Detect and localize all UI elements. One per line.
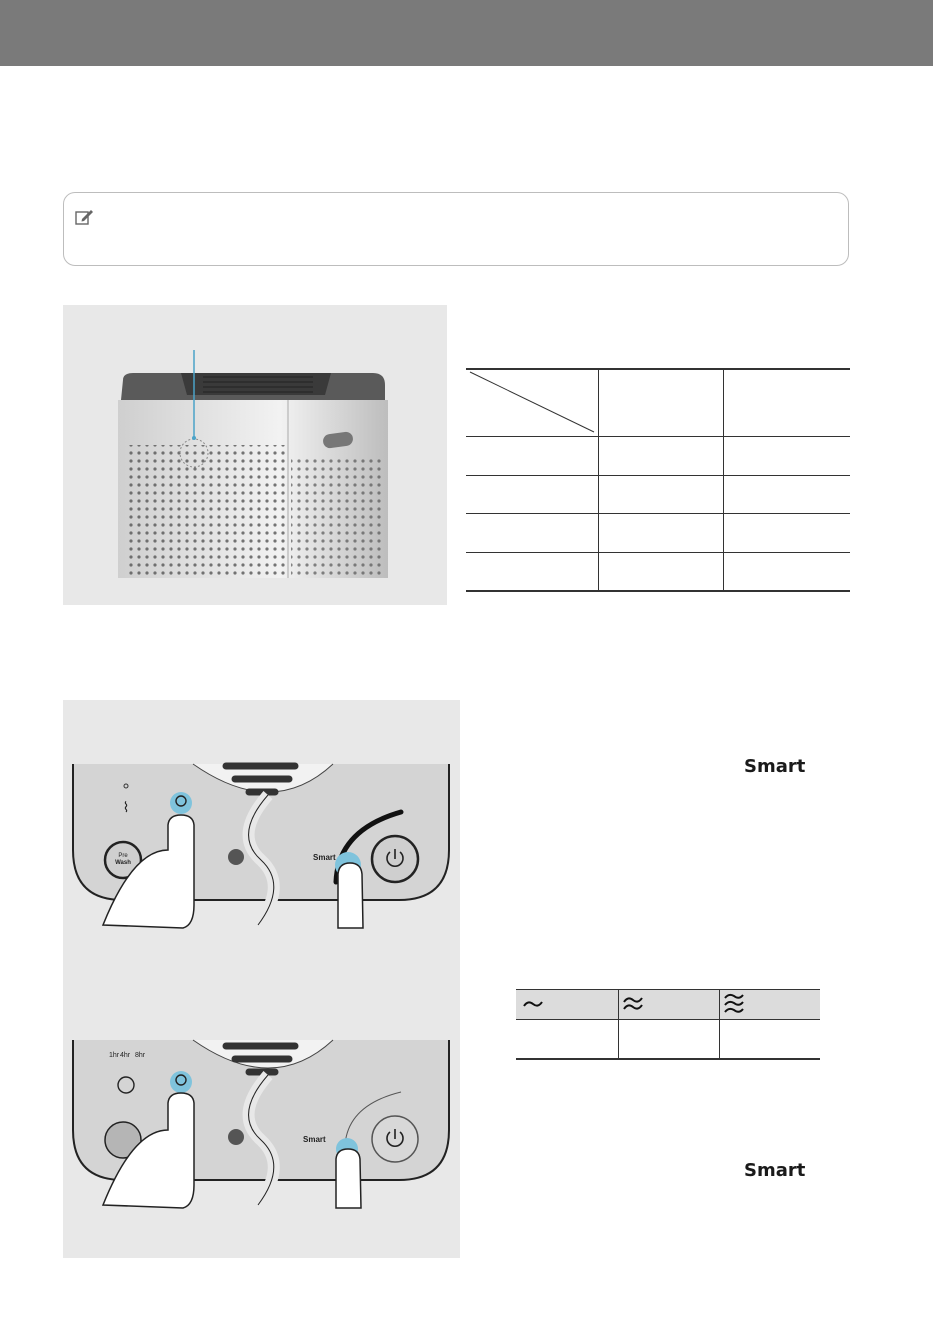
table-divider <box>618 989 619 1059</box>
comparison-table <box>466 368 850 592</box>
table-divider <box>719 989 720 1059</box>
note-box <box>63 192 849 266</box>
table-rule <box>466 590 850 592</box>
svg-text:1hr: 1hr <box>109 1052 120 1059</box>
svg-text:Wash: Wash <box>115 860 131 866</box>
table-rule <box>466 513 850 514</box>
svg-text:8hr: 8hr <box>135 1052 146 1059</box>
table-divider <box>723 368 724 592</box>
note-pencil-icon <box>74 207 94 227</box>
table-rule <box>516 1058 820 1060</box>
air-purifier-illustration <box>63 305 447 605</box>
svg-text:Smart: Smart <box>303 1135 326 1144</box>
svg-text:Smart: Smart <box>313 853 336 862</box>
table-rule <box>466 552 850 553</box>
control-panel-upper <box>73 764 449 928</box>
smart-mode-label: Smart <box>744 756 806 777</box>
svg-text:4hr: 4hr <box>120 1052 131 1059</box>
wind-high-icon <box>723 992 745 1016</box>
purifier-illustration-panel <box>63 305 447 605</box>
table-rule <box>466 436 850 437</box>
control-panel-lower <box>73 1040 449 1208</box>
wind-speed-table <box>516 989 820 1059</box>
control-panel-drawings <box>63 700 460 1258</box>
svg-text:⌇: ⌇ <box>122 800 130 816</box>
svg-text:Pre: Pre <box>118 853 128 859</box>
table-rule <box>466 475 850 476</box>
wind-table-header <box>516 989 820 1020</box>
control-panel-illustration <box>63 700 460 1258</box>
header-bar <box>0 0 933 66</box>
table-divider <box>598 368 599 592</box>
smart-mode-label-2: Smart <box>744 1160 806 1181</box>
wind-low-icon <box>522 992 544 1016</box>
wind-medium-icon <box>622 992 644 1016</box>
table-diagonal <box>466 368 598 436</box>
